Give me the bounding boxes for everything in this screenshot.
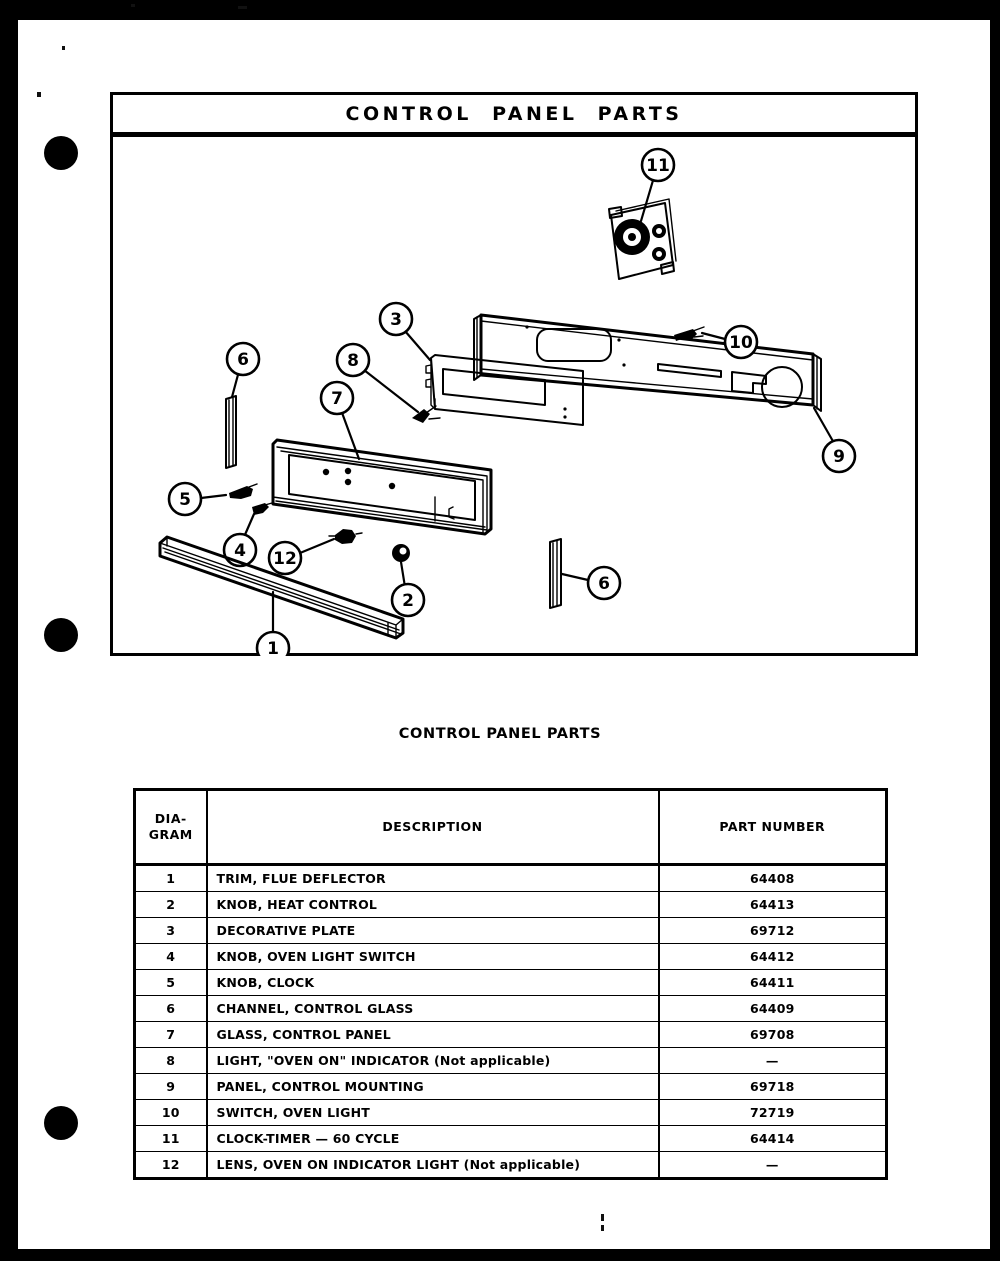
scan-speckle — [37, 92, 41, 97]
scan-border-bottom — [0, 1249, 1000, 1261]
cell-part-number: 64414 — [659, 1126, 887, 1152]
parts-table-body — [135, 865, 887, 1179]
cell-description: TRIM, FLUE DEFLECTOR — [207, 865, 659, 892]
cell-diagram-number: 11 — [135, 1126, 207, 1152]
parts-list-caption: CONTROL PANEL PARTS — [398, 726, 602, 742]
cell-description: KNOB, OVEN LIGHT SWITCH — [207, 944, 659, 970]
table-row — [135, 1022, 887, 1048]
cell-part-number: 64408 — [659, 865, 887, 892]
cell-description: DECORATIVE PLATE — [207, 918, 659, 944]
table-row — [135, 1048, 887, 1074]
cell-diagram-number: 4 — [135, 944, 207, 970]
svg-text:10: 10 — [729, 333, 753, 353]
svg-text:4: 4 — [234, 541, 246, 561]
cell-diagram-number: 1 — [135, 865, 207, 892]
callout-6-left — [227, 343, 259, 375]
callout-5 — [169, 483, 201, 515]
svg-text:1: 1 — [267, 639, 279, 656]
cell-part-number: — — [659, 1152, 887, 1179]
cell-description: PANEL, CONTROL MOUNTING — [207, 1074, 659, 1100]
scan-border-left — [0, 0, 18, 1261]
leader-4 — [244, 514, 254, 537]
cell-description: GLASS, CONTROL PANEL — [207, 1022, 659, 1048]
scan-border-right — [990, 0, 1000, 1261]
cell-diagram-number: 10 — [135, 1100, 207, 1126]
part-decorative-plate — [426, 355, 583, 425]
table-row — [135, 970, 887, 996]
svg-text:11: 11 — [646, 156, 670, 176]
svg-text:5: 5 — [179, 490, 191, 510]
callout-3 — [380, 303, 412, 335]
table-row — [135, 944, 887, 970]
exploded-parts-diagram — [113, 137, 915, 656]
binder-hole-top — [44, 136, 78, 170]
scan-border-top-inner — [14, 14, 1000, 20]
part-clock-timer — [609, 199, 676, 279]
svg-text:3: 3 — [390, 310, 402, 330]
cell-part-number: 64409 — [659, 996, 887, 1022]
callout-10 — [725, 326, 757, 358]
leader-8 — [364, 370, 418, 412]
table-row — [135, 1100, 887, 1126]
scan-speckle — [601, 1214, 604, 1221]
leader-6b — [562, 574, 588, 580]
part-control-mounting-panel — [474, 315, 821, 411]
cell-diagram-number: 2 — [135, 892, 207, 918]
part-lens-oven-on-indicator — [329, 529, 362, 544]
cell-part-number: 69712 — [659, 918, 887, 944]
scan-speckle — [601, 1225, 604, 1231]
table-row — [135, 865, 887, 892]
svg-text:8: 8 — [347, 351, 359, 371]
cell-part-number: 64411 — [659, 970, 887, 996]
binder-hole-bottom — [44, 1106, 78, 1140]
svg-text:7: 7 — [331, 389, 343, 409]
binder-hole-middle — [44, 618, 78, 652]
column-header-description: DESCRIPTION — [207, 790, 659, 865]
table-header-row — [135, 790, 887, 865]
column-header-diagram-line2: GRAM — [148, 827, 193, 842]
callout-8 — [337, 344, 369, 376]
cell-part-number: 69708 — [659, 1022, 887, 1048]
callout-6-right — [588, 567, 620, 599]
part-knob-oven-light-switch — [252, 503, 272, 515]
callout-12 — [269, 542, 301, 574]
column-header-diagram — [135, 790, 207, 865]
table-row — [135, 1074, 887, 1100]
svg-text:6: 6 — [237, 350, 249, 370]
cell-description: SWITCH, OVEN LIGHT — [207, 1100, 659, 1126]
callout-11 — [642, 149, 674, 181]
table-row — [135, 1152, 887, 1179]
callout-7 — [321, 382, 353, 414]
diagram-title: CONTROL PANEL PARTS — [345, 102, 683, 125]
column-header-diagram-line1: DIA- — [154, 811, 187, 827]
cell-part-number: 64413 — [659, 892, 887, 918]
cell-diagram-number: 5 — [135, 970, 207, 996]
svg-text:9: 9 — [833, 447, 845, 467]
callout-9 — [823, 440, 855, 472]
leader-9 — [814, 408, 834, 443]
cell-part-number: 72719 — [659, 1100, 887, 1126]
callout-1 — [257, 632, 289, 656]
cell-description: KNOB, HEAT CONTROL — [207, 892, 659, 918]
leader-11 — [641, 177, 654, 221]
cell-description: LIGHT, "OVEN ON" INDICATOR (Not applicable) — [207, 1048, 659, 1074]
part-oven-light-switch — [674, 327, 704, 341]
part-channel-control-glass-right — [550, 539, 561, 608]
scan-speckle — [238, 6, 247, 9]
cell-diagram-number: 12 — [135, 1152, 207, 1179]
leader-5 — [201, 495, 226, 498]
column-header-part-number: PART NUMBER — [659, 790, 887, 865]
cell-description: CHANNEL, CONTROL GLASS — [207, 996, 659, 1022]
cell-description: LENS, OVEN ON INDICATOR LIGHT (Not applicable) — [207, 1152, 659, 1179]
table-row — [135, 996, 887, 1022]
cell-part-number: — — [659, 1048, 887, 1074]
scan-speckle — [62, 46, 65, 50]
cell-diagram-number: 7 — [135, 1022, 207, 1048]
cell-diagram-number: 3 — [135, 918, 207, 944]
svg-text:2: 2 — [402, 591, 414, 611]
svg-text:12: 12 — [273, 549, 297, 569]
part-glass-control-panel — [273, 440, 491, 534]
part-knob-heat-control — [392, 544, 410, 562]
table-row — [135, 892, 887, 918]
diagram-title-bar — [113, 95, 915, 137]
parts-table — [133, 788, 888, 1180]
scan-speckle — [131, 4, 135, 7]
parts-table-container — [133, 788, 885, 1180]
table-row — [135, 1126, 887, 1152]
part-knob-clock — [229, 484, 257, 499]
svg-text:6: 6 — [598, 574, 610, 594]
cell-description: KNOB, CLOCK — [207, 970, 659, 996]
cell-diagram-number: 6 — [135, 996, 207, 1022]
parts-table-head — [135, 790, 887, 865]
callout-2 — [392, 584, 424, 616]
leader-10 — [702, 333, 725, 339]
cell-description: CLOCK-TIMER — 60 CYCLE — [207, 1126, 659, 1152]
cell-diagram-number: 9 — [135, 1074, 207, 1100]
leader-3 — [405, 331, 430, 360]
cell-part-number: 69718 — [659, 1074, 887, 1100]
part-channel-control-glass-left — [226, 396, 236, 468]
leader-12 — [300, 539, 334, 553]
cell-part-number: 64412 — [659, 944, 887, 970]
diagram-frame — [110, 92, 918, 656]
cell-diagram-number: 8 — [135, 1048, 207, 1074]
table-row — [135, 918, 887, 944]
